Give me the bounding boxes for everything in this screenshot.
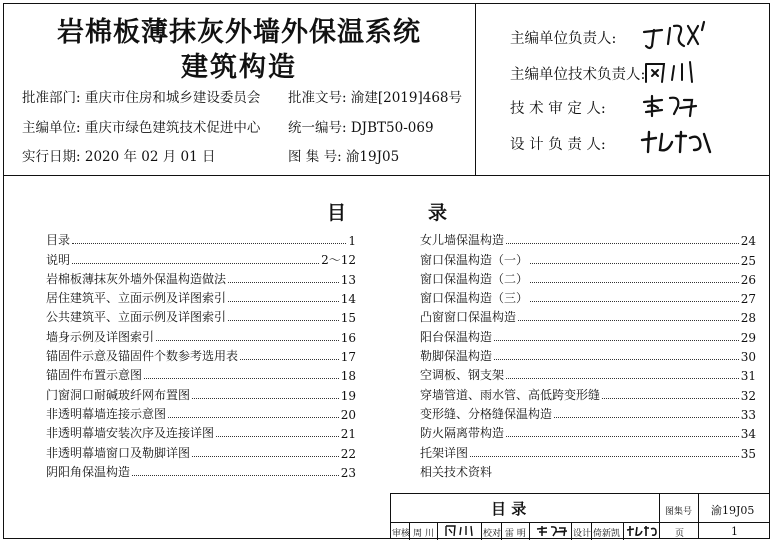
toc-leader-dots <box>240 359 339 360</box>
toc-entry-page: 29 <box>740 330 756 345</box>
toc-entry-page: 16 <box>340 330 356 345</box>
toc-entry <box>46 268 356 287</box>
toc-entry-page: 18 <box>340 369 356 384</box>
toc-entry <box>420 461 756 480</box>
toc-entry <box>420 229 756 248</box>
toc-entry-page: 21 <box>340 427 356 442</box>
toc-left-column <box>46 229 356 480</box>
toc-leader-dots <box>228 301 339 302</box>
document-title-line1: 岩棉板薄抹灰外墙外保温系统 <box>57 17 421 48</box>
atlas-no-label: 图 集 号: <box>288 149 342 165</box>
toc-entry-title: 变形缝、分格缝保温构造 <box>420 406 553 421</box>
toc-leader-dots <box>72 243 346 244</box>
toc-entry-title: 窗口保温构造（二） <box>420 271 529 286</box>
review-label: 审核 <box>392 529 411 539</box>
toc-entry-title: 非透明幕墙连接示意图 <box>46 406 167 421</box>
toc-entry-page: 22 <box>340 446 356 461</box>
toc-entry-page: 15 <box>340 311 356 326</box>
unified-no-value: DJBT50-069 <box>350 120 434 136</box>
unified-no-label: 统一编号: <box>288 120 347 136</box>
toc-entry-title: 阳台保温构造 <box>420 329 493 344</box>
toc-entry <box>46 287 356 306</box>
toc-entry <box>46 461 356 480</box>
signatory-role: 主编单位技术负责人: <box>510 67 646 83</box>
header-vertical-divider <box>475 3 476 175</box>
atlas-no <box>288 145 399 165</box>
toc-title-right: 录 <box>428 202 448 224</box>
approval-dept-value: 重庆市住房和城乡建设委员会 <box>84 90 261 106</box>
unified-no <box>288 116 434 136</box>
toc-entry <box>46 422 356 441</box>
atlas-label: 图集号 <box>665 507 693 517</box>
toc-entry-title: 墙身示例及详图索引 <box>46 329 155 344</box>
handwritten-signature <box>443 524 477 538</box>
atlas-value: 渝19J05 <box>711 504 755 517</box>
toc-entry-page: 2～12 <box>321 252 356 267</box>
page-label: 页 <box>675 529 685 539</box>
toc-entry-title: 门窗洞口耐碱玻纤网布置图 <box>46 387 191 402</box>
toc-entry-page: 14 <box>340 292 356 307</box>
review-name: 周 川 <box>413 529 434 539</box>
toc-leader-dots <box>216 436 339 437</box>
atlas-no-value: 渝19J05 <box>345 149 400 165</box>
handwritten-signature <box>640 20 720 50</box>
toc-entry <box>420 306 756 325</box>
toc-entry-title: 公共建筑平、立面示例及详图索引 <box>46 310 227 325</box>
toc-entry <box>420 422 756 441</box>
toc-entry <box>420 287 756 306</box>
toc-entry <box>46 403 356 422</box>
toc-entry <box>420 268 756 287</box>
toc-entry-title: 女儿墙保温构造 <box>420 233 505 248</box>
toc-leader-dots <box>506 243 739 244</box>
editor-unit-value: 重庆市绿色建筑技术促进中心 <box>84 120 261 136</box>
toc-leader-dots <box>530 282 739 283</box>
toc-leader-dots <box>554 417 739 418</box>
editor-unit <box>22 116 260 136</box>
toc-entry <box>420 345 756 364</box>
toc-leader-dots <box>168 417 339 418</box>
toc-leader-dots <box>228 320 339 321</box>
handwritten-signature <box>638 128 718 156</box>
approval-doc <box>288 86 462 106</box>
toc-entry-page: 31 <box>740 369 756 384</box>
editor-unit-label: 主编单位: <box>22 120 81 136</box>
approval-dept-label: 批准部门: <box>22 90 81 106</box>
toc-leader-dots <box>494 340 739 341</box>
toc-entry-title: 非透明幕墙窗口及勒脚详图 <box>46 445 191 460</box>
toc-entry <box>420 383 756 402</box>
page-value: 1 <box>731 525 738 538</box>
signatory-role: 主编单位负责人: <box>510 31 617 47</box>
toc-leader-dots <box>506 436 739 437</box>
approval-doc-value: 渝建[2019]468号 <box>350 90 463 106</box>
toc-leader-dots <box>192 398 339 399</box>
toc-entry-page: 26 <box>740 272 756 287</box>
toc-entry-page: 1 <box>348 234 356 249</box>
approval-dept <box>22 86 260 106</box>
effective-date <box>22 145 216 165</box>
design-name: 倚新凯 <box>593 529 621 539</box>
header-divider <box>3 175 770 176</box>
toc-entry-page: 17 <box>340 350 356 365</box>
toc-entry-title: 托架详图 <box>420 445 469 460</box>
toc-entry-page: 30 <box>740 350 756 365</box>
sheet-title: 目 录 <box>491 500 527 518</box>
toc-entry-title: 窗口保温构造（一） <box>420 252 529 267</box>
toc-leader-dots <box>470 456 739 457</box>
toc-leader-dots <box>192 456 339 457</box>
approval-doc-label: 批准文号: <box>288 90 347 106</box>
toc-entry <box>420 325 756 344</box>
toc-entry-title: 穿墙管道、雨水管、高低跨变形缝 <box>420 387 601 402</box>
toc-leader-dots <box>494 359 739 360</box>
toc-entry <box>46 441 356 460</box>
toc-leader-dots <box>72 263 319 264</box>
toc-leader-dots <box>144 378 339 379</box>
handwritten-signature <box>640 58 700 86</box>
toc-leader-dots <box>156 340 339 341</box>
toc-entry-page: 34 <box>740 427 756 442</box>
toc-entry <box>46 345 356 364</box>
handwritten-signature <box>625 524 659 538</box>
toc-entry <box>420 248 756 267</box>
toc-entry-title: 相关技术资料 <box>420 464 493 479</box>
toc-entry-page: 27 <box>740 292 756 307</box>
toc-entry-title: 锚固件示意及锚固件个数参考选用表 <box>46 349 239 364</box>
toc-entry-title: 阴阳角保温构造 <box>46 464 131 479</box>
handwritten-signature <box>640 92 700 120</box>
toc-entry-page: 23 <box>340 465 356 480</box>
toc-entry <box>46 325 356 344</box>
toc-entry-title: 锚固件布置示意图 <box>46 368 143 383</box>
toc-entry-title: 居住建筑平、立面示例及详图索引 <box>46 291 227 306</box>
toc-leader-dots <box>132 475 339 476</box>
toc-entry <box>46 229 356 248</box>
toc-leader-dots <box>518 320 739 321</box>
toc-entry <box>420 403 756 422</box>
toc-entry-title: 岩棉板薄抹灰外墙外保温构造做法 <box>46 271 227 286</box>
toc-entry-title: 凸窗窗口保温构造 <box>420 310 517 325</box>
toc-entry <box>46 306 356 325</box>
toc-entry-page: 13 <box>340 272 356 287</box>
toc-right-column <box>420 229 756 480</box>
handwritten-signature <box>535 524 569 538</box>
toc-leader-dots <box>228 282 339 283</box>
title-block <box>390 493 770 539</box>
signatory-role: 设 计 负 责 人: <box>510 137 606 153</box>
toc-entry-title: 勒脚保温构造 <box>420 349 493 364</box>
toc-entry-page: 24 <box>740 234 756 249</box>
toc-entry-title: 空调板、钢支架 <box>420 368 505 383</box>
toc-entry-title: 目录 <box>46 233 71 248</box>
signatory-role: 技 术 审 定 人: <box>510 101 606 117</box>
toc-entry <box>420 364 756 383</box>
toc-entry-page: 19 <box>340 388 356 403</box>
toc-leader-dots <box>530 301 739 302</box>
toc-entry-page: 32 <box>740 388 756 403</box>
toc-entry <box>420 441 756 460</box>
document-title-line2: 建筑构造 <box>181 52 297 83</box>
effective-date-label: 实行日期: <box>22 149 81 165</box>
toc-entry-page: 35 <box>740 446 756 461</box>
design-label: 设计 <box>573 529 592 539</box>
toc-entry <box>46 248 356 267</box>
toc-entry-page: 28 <box>740 311 756 326</box>
toc-entry-title: 防火隔离带构造 <box>420 426 505 441</box>
toc-leader-dots <box>530 263 739 264</box>
toc-entry-title: 非透明幕墙安装次序及连接详图 <box>46 426 215 441</box>
toc-leader-dots <box>602 398 739 399</box>
toc-leader-dots <box>506 378 739 379</box>
toc-entry-page: 25 <box>740 253 756 268</box>
check-label: 校对 <box>483 529 502 539</box>
toc-entry <box>46 383 356 402</box>
toc-entry-title: 说明 <box>46 252 71 267</box>
toc-entry-page: 33 <box>740 407 756 422</box>
check-name: 雷 明 <box>505 529 526 539</box>
toc-title-left: 目 <box>327 202 347 224</box>
effective-date-value: 2020 年 02 月 01 日 <box>84 149 216 165</box>
toc-entry <box>46 364 356 383</box>
toc-entry-title: 窗口保温构造（三） <box>420 291 529 306</box>
toc-entry-page: 20 <box>340 407 356 422</box>
